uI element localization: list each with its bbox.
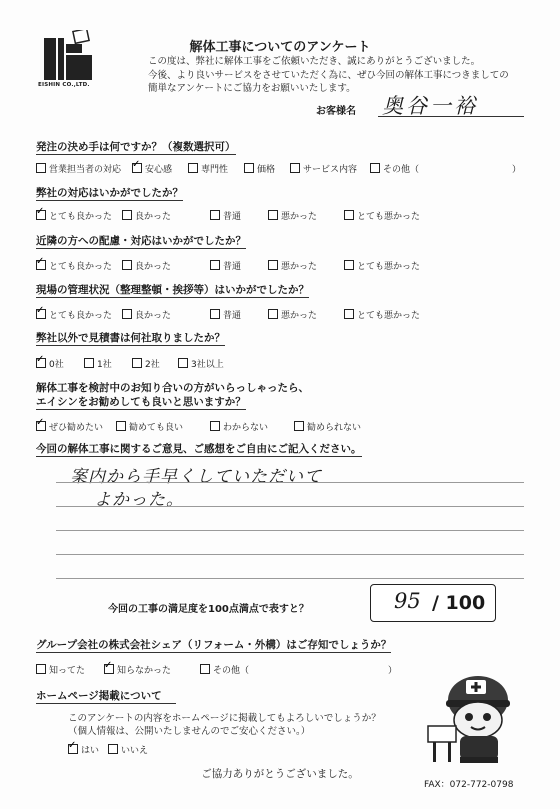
option-1-company[interactable]: 1社 (84, 357, 112, 370)
option-very-good[interactable]: ✓とても良かった (36, 308, 112, 321)
options-homepage (68, 743, 188, 757)
homepage-text (68, 712, 381, 738)
checkbox[interactable] (294, 421, 304, 431)
option-very-good[interactable]: ✓とても良かった (36, 209, 112, 222)
question-recommend-line-2: エイシンをお勧めしても良いと思いますか？ (36, 396, 246, 408)
checkbox[interactable] (370, 163, 380, 173)
option-expertise[interactable]: 専門性 (188, 162, 228, 175)
options-other-estimates (36, 357, 296, 371)
option-average[interactable]: 普通 (210, 209, 241, 222)
satisfaction-question: 今回の工事の満足度を100点満点で表すと？ (108, 604, 309, 615)
options-decision-factor (36, 162, 526, 176)
option-good[interactable]: 良かった (122, 209, 171, 222)
customer-name-handwritten: 奥谷一裕 (382, 94, 478, 118)
checkbox-checked[interactable] (36, 309, 46, 319)
page-title: 解体工事についてのアンケート (189, 40, 371, 55)
option-no[interactable]: いいえ (108, 743, 148, 756)
option-knew[interactable]: 知ってた (36, 663, 85, 676)
option-definitely[interactable]: ✓ぜひ勧めたい (36, 420, 103, 433)
homepage-heading: ホームページ掲載について (36, 689, 176, 704)
question-decision-factor: 発注の決め手は何ですか？（複数選択可） (36, 141, 236, 153)
checkbox[interactable] (344, 210, 354, 220)
homepage-text-line: このアンケートの内容をホームページに掲載してもよろしいでしょうか？ (68, 713, 381, 724)
checkbox-checked[interactable] (36, 358, 46, 368)
option-cannot-recommend[interactable]: 勧められない (294, 420, 361, 433)
question-comments: 今回の解体工事に関するご意見、ご感想をご自由にご記入ください。 (36, 443, 362, 455)
checkbox[interactable] (36, 163, 46, 173)
checkbox[interactable] (244, 163, 254, 173)
option-did-not-know[interactable]: ✓ 知らなかった (104, 663, 171, 676)
company-logo-text: EISHIN CO.,LTD. (38, 82, 90, 88)
option-sales-staff[interactable]: 営業担当者の対応 (36, 162, 121, 175)
intro-line: 今後、より良いサービスをさせていただく為に、ぜひ今回の解体工事につきましての (148, 69, 509, 81)
checkbox[interactable] (200, 664, 210, 674)
option-other[interactable]: その他（ (370, 162, 419, 175)
checkbox[interactable] (290, 163, 300, 173)
option-good[interactable]: 良かった (122, 308, 171, 321)
option-0-companies[interactable]: ✓0社 (36, 357, 64, 370)
customer-name-label: お客様名 (316, 106, 356, 117)
option-bad[interactable]: 悪かった (268, 209, 317, 222)
checkbox-checked[interactable] (68, 744, 78, 754)
option-good[interactable]: 良かった (122, 259, 171, 272)
comment-rule (56, 506, 524, 507)
checkbox[interactable] (122, 210, 132, 220)
comment-rule (56, 482, 524, 483)
option-very-bad[interactable]: とても悪かった (344, 308, 420, 321)
option-very-bad[interactable]: とても悪かった (344, 209, 420, 222)
checkbox[interactable] (268, 210, 278, 220)
satisfaction-score-handwritten: 95 (394, 589, 421, 613)
checkbox[interactable] (122, 260, 132, 270)
comment-handwritten-line: よかった。 (94, 490, 184, 510)
intro-line: 簡単なアンケートにご協力をお願いいたします。 (148, 83, 356, 94)
comment-handwritten-line: 案内から手早くしていただいて (70, 467, 322, 487)
option-2-companies[interactable]: 2社 (132, 357, 160, 370)
checkbox[interactable] (210, 421, 220, 431)
checkbox-checked[interactable] (132, 163, 142, 173)
question-neighbor-care: 近隣の方への配慮・対応はいかがでしたか？ (36, 235, 246, 247)
checkbox-checked[interactable] (104, 664, 114, 674)
options-site-management (36, 308, 476, 322)
checkbox[interactable] (116, 421, 126, 431)
comment-rule (56, 554, 524, 555)
checkbox[interactable] (132, 358, 142, 368)
checkbox[interactable] (344, 309, 354, 319)
option-3-or-more[interactable]: 3社以上 (178, 357, 224, 370)
question-recommend-line-1: 解体工事を検討中のお知り合いの方がいらっしゃったら、 (36, 382, 309, 394)
checkbox[interactable] (108, 744, 118, 754)
option-may-recommend[interactable]: 勧めても良い (116, 420, 183, 433)
checkbox[interactable] (268, 260, 278, 270)
checkbox[interactable] (344, 260, 354, 270)
customer-name-underline (378, 116, 524, 117)
homepage-text-line: （個人情報は、公開いたしませんのでご安心ください。） (68, 726, 311, 737)
checkbox-checked[interactable] (36, 210, 46, 220)
option-average[interactable]: 普通 (210, 308, 241, 321)
checkbox[interactable] (210, 260, 220, 270)
option-other[interactable]: その他（ (200, 663, 249, 676)
option-bad[interactable]: 悪かった (268, 259, 317, 272)
option-yes[interactable]: ✓はい (68, 743, 99, 756)
comment-rule (56, 530, 524, 531)
fax-number: FAX：072-772-0798 (424, 780, 514, 790)
comment-rule (56, 578, 524, 579)
checkbox[interactable] (178, 358, 188, 368)
options-recommend (36, 420, 436, 434)
checkbox-checked[interactable] (36, 421, 46, 431)
options-company-response (36, 209, 476, 223)
option-service[interactable]: サービス内容 (290, 162, 357, 175)
option-not-sure[interactable]: わからない (210, 420, 268, 433)
question-site-management: 現場の管理状況（整理整頓・挨拶等）はいかがでしたか？ (36, 284, 309, 296)
options-group-company (36, 663, 416, 677)
checkbox[interactable] (188, 163, 198, 173)
checkbox[interactable] (36, 664, 46, 674)
checkbox[interactable] (122, 309, 132, 319)
option-other-close: ） (512, 165, 522, 175)
checkbox[interactable] (210, 210, 220, 220)
checkbox-checked[interactable] (36, 260, 46, 270)
question-company-response: 弊社の対応はいかがでしたか？ (36, 187, 183, 199)
checkbox[interactable] (210, 309, 220, 319)
option-price[interactable]: 価格 (244, 162, 275, 175)
options-neighbor-care (36, 259, 476, 273)
option-very-good[interactable]: ✓とても良かった (36, 259, 112, 272)
option-peace-of-mind[interactable]: ✓ 安心感 (132, 162, 172, 175)
satisfaction-score-max: / 100 (432, 592, 486, 614)
option-bad[interactable]: 悪かった (268, 308, 317, 321)
question-other-estimates: 弊社以外で見積書は何社取りましたか？ (36, 332, 225, 344)
intro-line: この度は、弊社に解体工事をご依頼いただき、誠にありがとうございました。 (148, 56, 481, 67)
helmet-worker-mascot-icon (426, 670, 524, 768)
option-other-close: ） (388, 666, 398, 676)
thanks-message: ご協力ありがとうございました。 (201, 768, 359, 780)
checkbox[interactable] (84, 358, 94, 368)
option-average[interactable]: 普通 (210, 259, 241, 272)
question-group-company: グループ会社の株式会社シェア（リフォーム・外構）はご存知でしょうか？ (36, 639, 392, 651)
checkbox[interactable] (268, 309, 278, 319)
option-very-bad[interactable]: とても悪かった (344, 259, 420, 272)
